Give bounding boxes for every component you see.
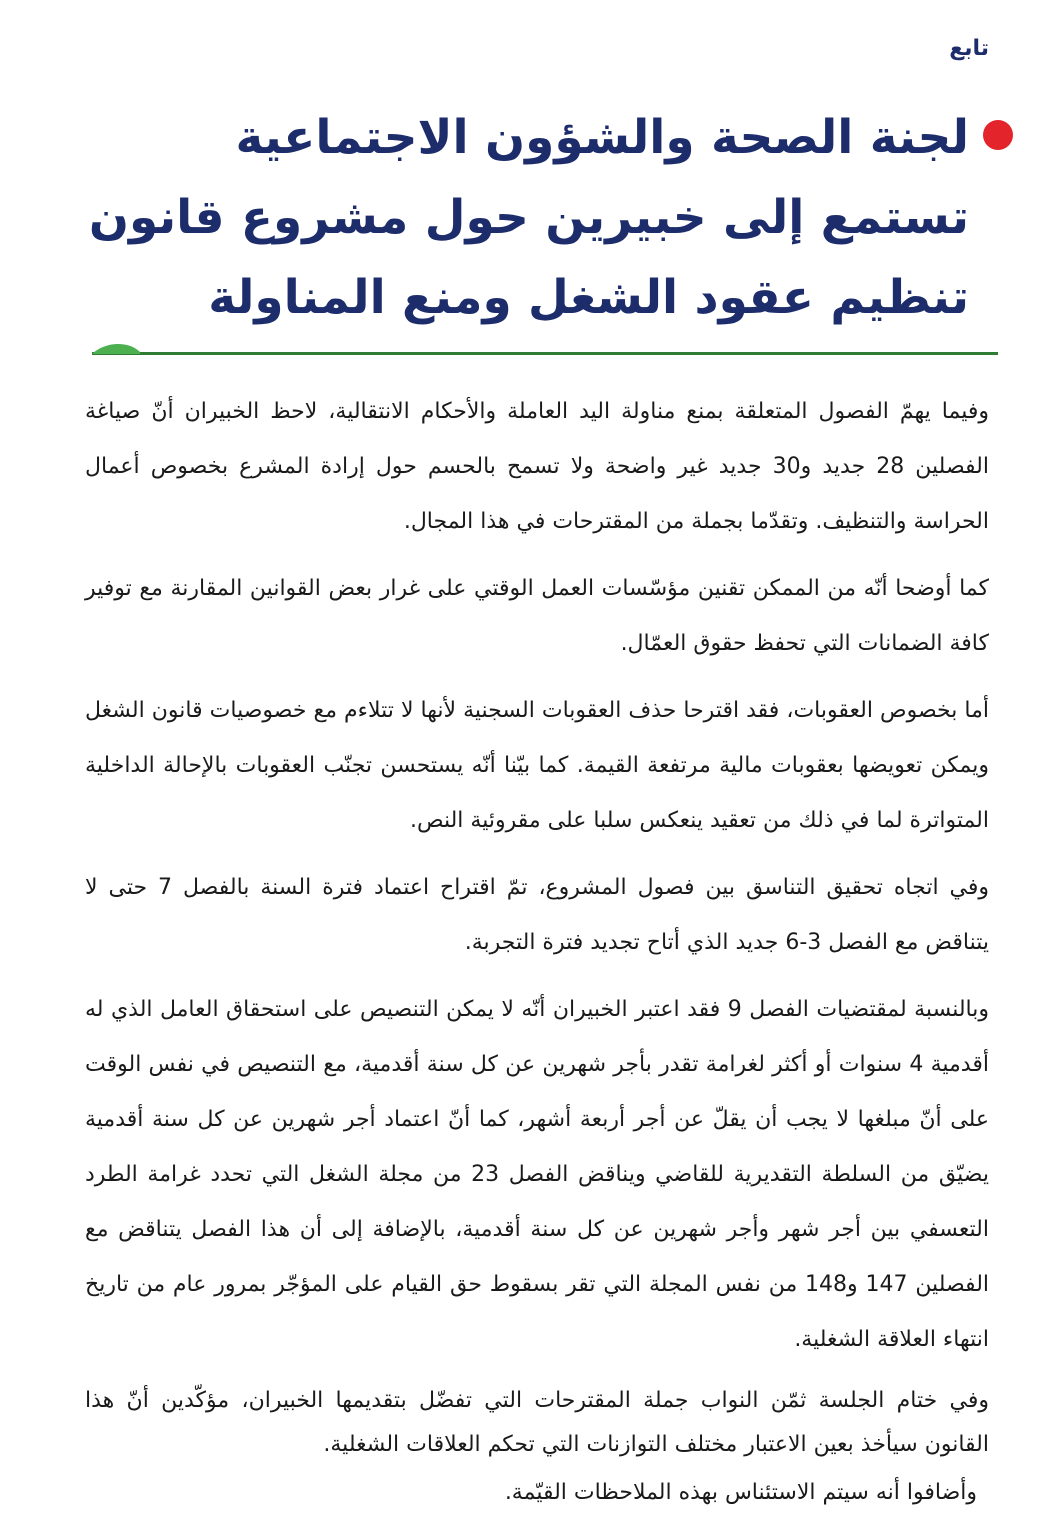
- headline-block: [81, 98, 1011, 338]
- leaf-divider-icon: [92, 338, 998, 360]
- headline-divider: [92, 338, 998, 360]
- continued-label: تابع: [949, 36, 989, 61]
- paragraph-6: وفي ختام الجلسة ثمّن النواب جملة المقترحات التي تفضّل بتقديمها الخبيران، مؤكّدين أنّ هذا القانون سيأخذ بعين الاعتبار مختلف التوازنات التي تحكم العلاقات الشغلية.: [85, 1388, 989, 1457]
- paragraph-3: أما بخصوص العقوبات، فقد اقترحا حذف العقوبات السجنية لأنها لا تتلاءم مع خصوصيات قانون الشغل ويمكن تعويضها بعقوبات مالية مرتفعة القيمة. كما بيّنا أنّه يستحسن تجنّب العقوبات بالإحالة الداخلية المتواترة لما في ذلك من تعقيد ينعكس سلبا على مقروئية النص.: [85, 698, 989, 833]
- paragraph-4: وفي اتجاه تحقيق التناسق بين فصول المشروع، تمّ اقتراح اعتماد فترة السنة بالفصل 7 حتى لا يتناقض مع الفصل 3-6 جديد الذي أتاح تجديد فترة التجربة.: [85, 875, 989, 955]
- paragraph-1: وفيما يهمّ الفصول المتعلقة بمنع مناولة اليد العاملة والأحكام الانتقالية، لاحظ الخبيران أنّ صياغة الفصلين 28 جديد و30 جديد غير واضحة ولا تسمح بالحسم حول إرادة المشرع بخصوص أعمال الحراسة والتنظيف. وتقدّما بجملة من المقترحات في هذا المجال.: [85, 399, 989, 534]
- headline: لجنة الصحة والشؤون الاجتماعية تستمع إلى خبيرين حول مشروع قانون تنظيم عقود الشغل ومنع المناولة: [88, 110, 969, 325]
- paragraph-2: كما أوضحا أنّه من الممكن تقنين مؤسّسات العمل الوقتي على غرار بعض القوانين المقارنة مع توفير كافة الضمانات التي تحفظ حقوق العمّال.: [85, 576, 989, 656]
- red-bullet-icon: [983, 120, 1013, 150]
- paragraph-7: وأضافوا أنه سيتم الاستئناس بهذه الملاحظات القيّمة.: [504, 1480, 977, 1505]
- article-body: [85, 384, 989, 1531]
- paragraph-5: وبالنسبة لمقتضيات الفصل 9 فقد اعتبر الخبيران أنّه لا يمكن التنصيص على استحقاق العامل الذي له أقدمية 4 سنوات أو أكثر لغرامة تقدر بأجر شهرين عن كل سنة أقدمية، مع التنصيص في نفس الوقت على أنّ مبلغها لا يجب أن يقلّ عن أجر أربعة أشهر، كما أنّ اعتماد أجر شهرين عن كل سنة أقدمية يضيّق من السلطة التقديرية للقاضي ويناقض الفصل 23 من مجلة الشغل التي تحدد غرامة الطرد التعسفي بين أجر شهر وأجر شهرين عن كل سنة أقدمية، بالإضافة إلى أن هذا الفصل يتناقض مع الفصلين 147 و148 من نفس المجلة التي تقر بسقوط حق القيام على المؤجّر بمرور عام من تاريخ انتهاء العلاقة الشغلية.: [85, 997, 990, 1352]
